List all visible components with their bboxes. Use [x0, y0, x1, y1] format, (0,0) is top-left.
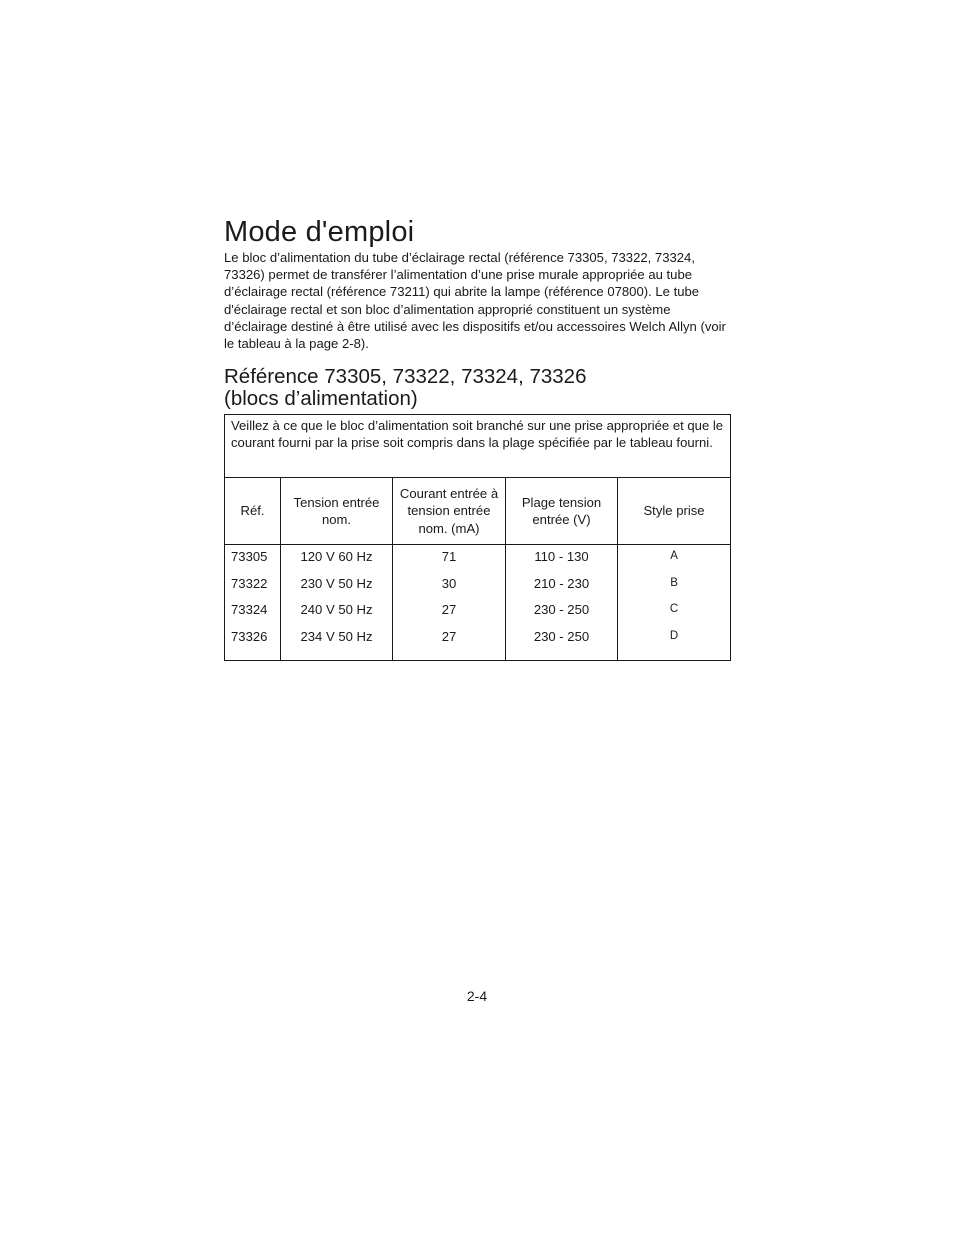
table-cell: 30	[441, 575, 457, 591]
table-cell: 240 V 50 Hz	[300, 602, 373, 617]
section-heading-line-1: Référence 73305, 73322, 73324, 73326	[224, 365, 587, 388]
table-cell: 110 - 130	[534, 549, 589, 564]
table-header-row	[225, 478, 731, 545]
table-cell: C	[669, 603, 679, 615]
header-voltage-range: Plage tension entrée (V)	[506, 478, 618, 545]
column-nominal-voltage	[281, 545, 393, 661]
table-cell: 71	[441, 549, 457, 564]
table-cell: 73324	[231, 602, 268, 617]
table-cell: 234 V 50 Hz	[300, 628, 373, 644]
table-cell: 73322	[231, 575, 268, 591]
header-nominal-voltage: Tension entrée nom.	[281, 478, 393, 545]
table-note: Veillez à ce que le bloc d’alimentation soit branché sur une prise appropriée et que le courant fourni par la prise soit compris dans la plage spécifiée par le tableau fourni.	[225, 415, 731, 478]
section-heading-line-2: (blocs d’alimentation)	[224, 387, 418, 410]
table-cell: 27	[441, 628, 457, 644]
section-heading	[224, 366, 586, 410]
column-ref	[225, 545, 281, 661]
intro-paragraph: Le bloc d’alimentation du tube d’éclairage rectal (référence 73305, 73322, 73324, 73326) permet de transférer l’alimentation d’une prise murale appropriée au tube d’éclairage rectal (référence 73211) qui abrite la lampe (référence 07800). Le tube d'éclairage rectal et son bloc d’alimentation approprié constituent un système d’éclairage destiné à être utilisé avec les dispositifs et/ou accessoires Welch Allyn (voir le tableau à la page 2-8).	[224, 250, 726, 352]
table-cell: 27	[441, 602, 457, 617]
table-cell: 73326	[231, 628, 268, 644]
table-cell: 210 - 230	[533, 575, 590, 591]
column-input-current	[393, 545, 506, 661]
power-supply-table	[224, 414, 731, 661]
table-body-row	[225, 545, 731, 661]
table-cell: 230 - 250	[533, 628, 590, 644]
table-cell: 120 V 60 Hz	[300, 549, 373, 564]
table-cell: D	[669, 629, 679, 642]
column-voltage-range	[506, 545, 618, 661]
column-plug-style	[618, 545, 731, 661]
header-ref: Réf.	[225, 478, 281, 545]
table-cell: B	[670, 576, 678, 589]
table-cell: 230 V 50 Hz	[300, 575, 373, 591]
page-title: Mode d'emploi	[224, 216, 415, 248]
table-cell: A	[670, 550, 678, 562]
table-cell: 230 - 250	[533, 602, 590, 617]
header-plug-style: Style prise	[618, 478, 731, 545]
page-number: 2-4	[466, 988, 488, 1004]
header-input-current: Courant entrée à tension entrée nom. (mA)	[393, 478, 506, 545]
table-cell: 73305	[231, 549, 268, 564]
